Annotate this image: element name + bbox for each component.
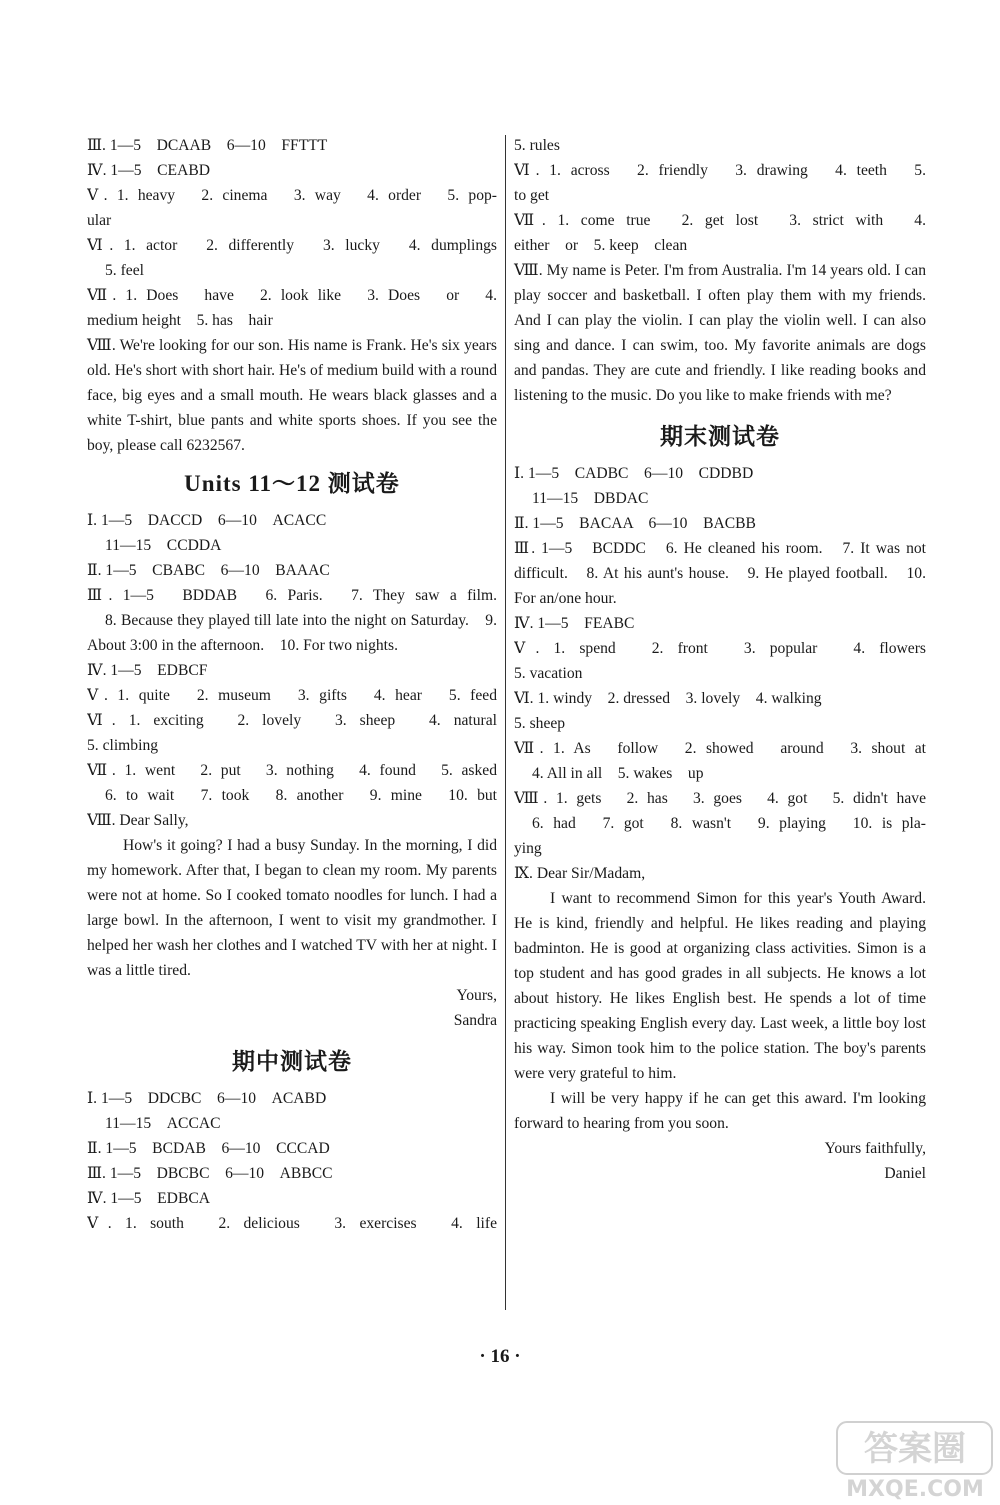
- answer-line: 4. All in all 5. wakes up: [532, 765, 704, 782]
- answer-line: Ⅱ. 1—5 BCDAB 6—10 CCCAD: [87, 1140, 330, 1157]
- answer-line: Ⅵ. 1. actor 2. differently 3. lucky 4. dumplings: [87, 237, 497, 254]
- answer-line: Ⅴ. 1. heavy 2. cinema 3. way 4. order 5. pop-: [87, 187, 497, 204]
- letter-signature: Sandra: [453, 1012, 497, 1029]
- section-title-final: 期末测试卷: [660, 424, 780, 449]
- svg-text:答案圈: 答案圈: [864, 1429, 966, 1469]
- right-column: [514, 133, 926, 1186]
- answer-line: 5. climbing: [87, 737, 159, 754]
- answer-line: 5. sheep: [514, 715, 566, 732]
- answer-line: 6. had 7. got 8. wasn't 9. playing 10. is pla-: [532, 815, 926, 832]
- answer-line: ying: [514, 840, 542, 857]
- answer-line: Ⅴ. 1. south 2. delicious 3. exercises 4. life: [87, 1215, 497, 1232]
- letter-body: I will be very happy if he can get this award. I'm looking forward to hearing from you soon.: [514, 1090, 926, 1132]
- writing-answer: Ⅷ. We're looking for our son. His name is Frank. He's six years old. He's short with short hair. He's of medium build with a round face, big eyes and a small mouth. He wears black glasses and a white T-shirt, blue pants and white sports shoes. If you see the boy, please call 6232567.: [87, 337, 497, 454]
- answer-line: to get: [514, 187, 550, 204]
- answer-line: Ⅰ. 1—5 DDCBC 6—10 ACABD: [87, 1090, 327, 1107]
- answer-line: 11—15 CCDDA: [105, 537, 222, 554]
- answer-paragraph: Ⅲ. 1—5 BCDDC 6. He cleaned his room. 7. It was not difficult. 8. At his aunt's house. 9. He played football. 10. For an/one hour.: [514, 540, 926, 607]
- page-number: · 16 ·: [479, 1346, 521, 1367]
- letter-closing: Yours faithfully,: [824, 1140, 926, 1157]
- letter-signature: Daniel: [884, 1165, 926, 1182]
- answer-line: 5. vacation: [514, 665, 583, 682]
- watermark-logo: [835, 1420, 995, 1500]
- answer-line: Ⅷ. 1. gets 2. has 3. goes 4. got 5. didn't have: [514, 790, 926, 807]
- answer-line: Ⅳ. 1—5 CEABD: [87, 162, 211, 179]
- writing-answer: Ⅷ. My name is Peter. I'm from Australia. I'm 14 years old. I can play soccer and basketball. I often play them with my friends. And I can play the violin. I can play the violin well. I can also sing and dance. I can swim, too. My favorite animals are dogs and pandas. They are cute and friendly. I like reading books and listening to the music. Do you like to make friends with me?: [514, 262, 926, 404]
- answer-line: Ⅵ. 1. exciting 2. lovely 3. sheep 4. natural: [87, 712, 497, 729]
- answer-line: Ⅶ. 1. come true 2. get lost 3. strict with 4.: [514, 212, 926, 229]
- answer-line: Ⅰ. 1—5 CADBC 6—10 CDDBD: [514, 465, 754, 482]
- answer-line: 6. to wait 7. took 8. another 9. mine 10. but: [105, 787, 497, 804]
- answer-line: Ⅳ. 1—5 EDBCF: [87, 662, 208, 679]
- answer-line: Ⅳ. 1—5 FEABC: [514, 615, 635, 632]
- answer-line: Ⅱ. 1—5 CBABC 6—10 BAAAC: [87, 562, 330, 579]
- answer-line: Ⅴ. 1. spend 2. front 3. popular 4. flowers: [514, 640, 926, 657]
- section-title-midterm: 期中测试卷: [232, 1049, 352, 1074]
- answer-line: 5. feel: [105, 262, 144, 279]
- answer-line: Ⅴ. 1. quite 2. museum 3. gifts 4. hear 5. feed: [87, 687, 497, 704]
- answer-line: ular: [87, 212, 112, 229]
- letter-body: How's it going? I had a busy Sunday. In the morning, I did my homework. After that, I began to clean my room. My parents were not at home. So I cooked tomato noodles for lunch. I had a large bowl. In the afternoon, I went to visit my grandmother. I helped her wash her clothes and I watched TV with her at night. I was a little tired.: [87, 837, 497, 979]
- answer-line: Ⅶ. 1. went 2. put 3. nothing 4. found 5. asked: [87, 762, 497, 779]
- answer-line: Ⅲ. 1—5 DBCBC 6—10 ABBCC: [87, 1165, 333, 1182]
- answer-line: Ⅰ. 1—5 DACCD 6—10 ACACC: [87, 512, 327, 529]
- answer-line: Ⅲ. 1—5 DCAAB 6—10 FFTTT: [87, 137, 328, 154]
- answer-line: 5. rules: [514, 137, 560, 154]
- answer-line: Ⅵ. 1. across 2. friendly 3. drawing 4. teeth 5.: [514, 162, 926, 179]
- answer-line: medium height 5. has hair: [87, 312, 273, 329]
- answer-line: Ⅳ. 1—5 EDBCA: [87, 1190, 211, 1207]
- section-title-units-11-12: Units 11～12 测试卷: [184, 471, 400, 496]
- answer-line: either or 5. keep clean: [514, 237, 688, 254]
- svg-text:MXQE.COM: MXQE.COM: [846, 1477, 984, 1500]
- answer-line: Ⅷ. Dear Sally,: [87, 812, 189, 829]
- answer-line: 11—15 ACCAC: [105, 1115, 221, 1132]
- column-divider: [505, 135, 506, 1310]
- letter-closing: Yours,: [456, 987, 497, 1004]
- left-column: [87, 133, 497, 1236]
- answer-line: Ⅲ. 1—5 BDDAB 6. Paris. 7. They saw a film.: [87, 587, 497, 604]
- answer-line: Ⅶ. 1. Does have 2. look like 3. Does or 4.: [87, 287, 497, 304]
- answer-paragraph: 8. Because they played till late into the night on Saturday. 9. About 3:00 in the afternoon. 10. For two nights.: [87, 612, 497, 654]
- answer-line: Ⅶ. 1. As follow 2. showed around 3. shout at: [514, 740, 926, 757]
- answer-line: Ⅸ. Dear Sir/Madam,: [514, 865, 646, 882]
- answer-line: Ⅱ. 1—5 BACAA 6—10 BACBB: [514, 515, 756, 532]
- answer-line: Ⅵ. 1. windy 2. dressed 3. lovely 4. walking: [514, 690, 822, 707]
- letter-body: I want to recommend Simon for this year's Youth Award. He is kind, friendly and helpful. He likes reading and playing badminton. He is good at organizing class activities. Simon is a top student and has good grades in all subjects. He knows a lot about history. He likes English best. He spends a lot of time practicing speaking English every day. Last week, a little boy lost his way. Simon took him to the police station. The boy's parents were very grateful to him.: [514, 890, 926, 1082]
- answer-line: 11—15 DBDAC: [532, 490, 649, 507]
